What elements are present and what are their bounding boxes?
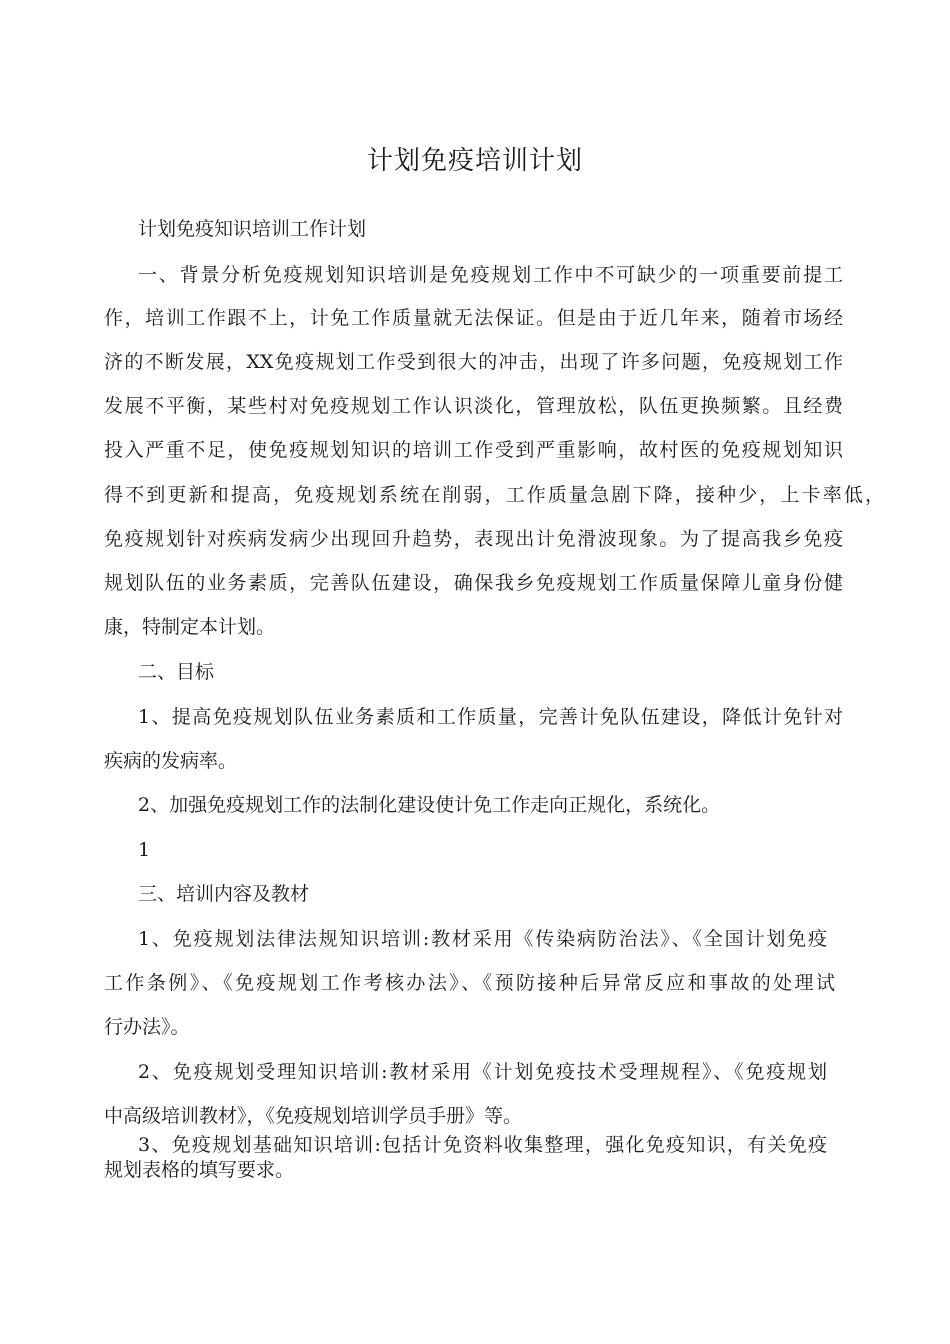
goals-item1-line-1: 1、提高免疫规划队伍业务素质和工作质量，完善计免队伍建设，降低计免针对 bbox=[138, 706, 843, 728]
document-subtitle: 计划免疫知识培训工作计划 bbox=[138, 218, 367, 240]
background-line-8: 规划队伍的业务素质，完善队伍建设，确保我乡免疫规划工作质量保障儿童身份健 bbox=[104, 572, 843, 594]
content-item1-line-1: 1、免疫规划法律法规知识培训:教材采用《传染病防治法》、《全国计划免疫 bbox=[138, 928, 827, 950]
document-title: 计划免疫培训计划 bbox=[366, 146, 583, 176]
content-heading: 三、培训内容及教材 bbox=[138, 883, 310, 905]
background-line-9: 康，特制定本计划。 bbox=[104, 616, 276, 638]
background-line-4: 发展不平衡，某些村对免疫规划工作认识淡化，管理放松，队伍更换频繁。且经费 bbox=[104, 395, 843, 417]
goals-item2: 2、加强免疫规划工作的法制化建设使计免工作走向正规化，系统化。 bbox=[138, 794, 721, 816]
goals-heading: 二、目标 bbox=[138, 661, 215, 683]
background-line-6: 得不到更新和提高，免疫规划系统在削弱，工作质量急剧下降，接种少，上卡率低， bbox=[104, 484, 884, 506]
background-line-5: 投入严重不足，使免疫规划知识的培训工作受到严重影响，故村医的免疫规划知识 bbox=[104, 439, 843, 461]
goals-item1-line-2: 疾病的发病率。 bbox=[104, 750, 238, 772]
background-line-3: 济的不断发展，XX免疫规划工作受到很大的冲击，出现了许多问题，免疫规划工作 bbox=[104, 351, 843, 373]
page-number: 1 bbox=[138, 839, 151, 861]
background-line-1: 一、背景分析免疫规划知识培训是免疫规划工作中不可缺少的一项重要前提工 bbox=[138, 264, 843, 286]
content-item1-line-3: 行办法》。 bbox=[104, 1016, 190, 1038]
content-item3-line-2: 规划表格的填写要求。 bbox=[104, 1159, 295, 1181]
content-item2-line-2: 中高级培训教材》，《免疫规划培训学员手册》等。 bbox=[104, 1105, 523, 1127]
content-item2-line-1: 2、免疫规划受理知识培训:教材采用《计划免疫技术受理规程》、《免疫规划 bbox=[138, 1061, 827, 1083]
background-line-7: 免疫规划针对疾病发病少出现回升趋势，表现出计免滑波现象。为了提高我乡免疫 bbox=[104, 528, 843, 550]
content-item1-line-2: 工作条例》、《免疫规划工作考核办法》、《预防接种后异常反应和事故的处理试 bbox=[104, 972, 835, 994]
content-item3-line-1: 3、免疫规划基础知识培训:包括计免资料收集整理，强化免疫知识，有关免疫 bbox=[138, 1134, 827, 1156]
background-line-2: 作，培训工作跟不上，计免工作质量就无法保证。但是由于近几年来，随着市场经 bbox=[104, 307, 843, 329]
